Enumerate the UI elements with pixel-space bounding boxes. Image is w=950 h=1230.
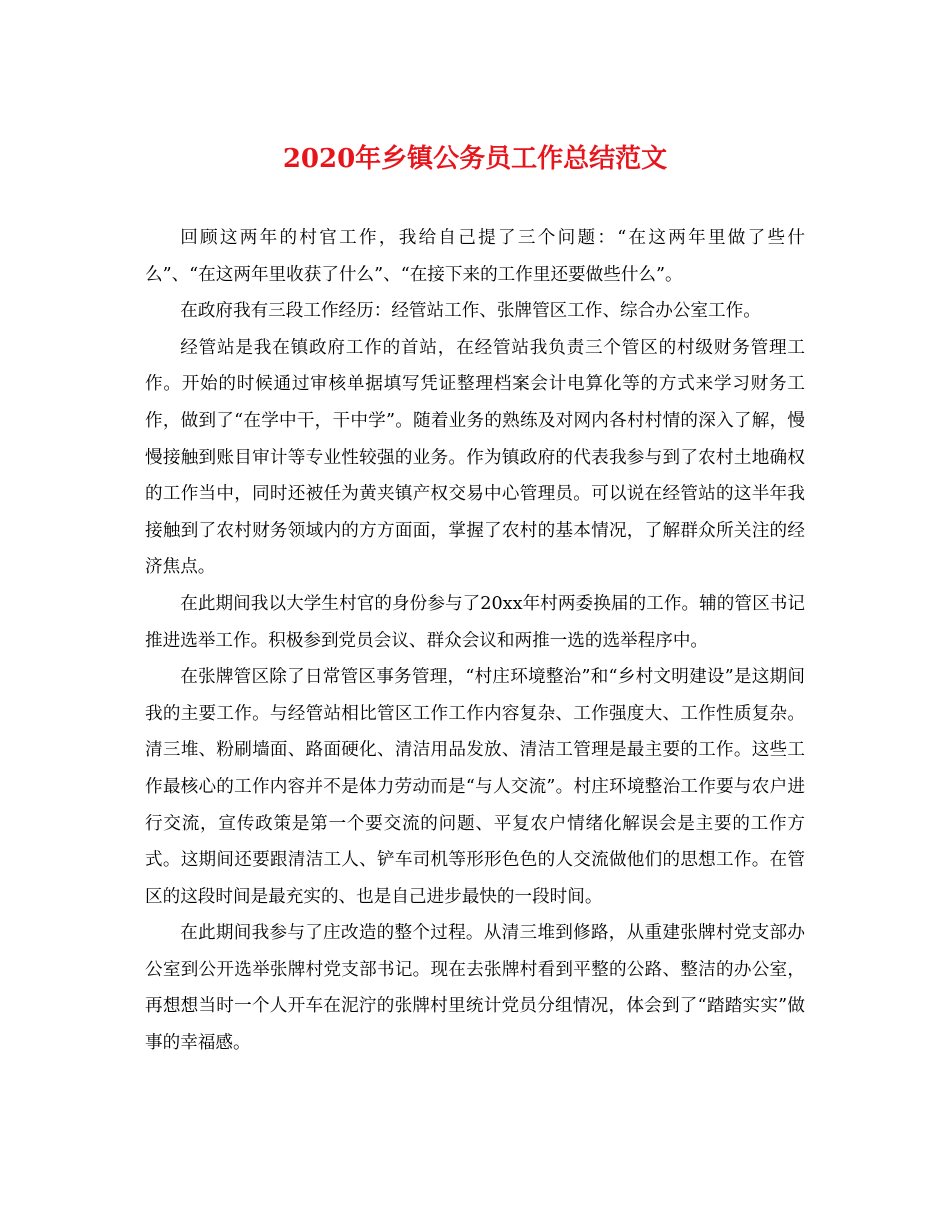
document-body: [145, 220, 805, 1062]
paragraph: 回顾这两年的村官工作，我给自己提了三个问题：“在这两年里做了些什么”、“在这两年里收获了什么”、“在接下来的工作里还要做些什么”。: [145, 228, 805, 285]
paragraph: 在此期间我以大学生村官的身份参与了20xx年村两委换届的工作。辅的管区书记推进选举工作。积极参到党员会议、群众会议和两推一选的选举程序中。: [145, 593, 805, 651]
paragraph: 在张牌管区除了日常管区事务管理，“村庄环境整治”和“乡村文明建设”是这期间我的主要工作。与经管站相比管区工作工作内容复杂、工作强度大、工作性质复杂。清三堆、粉刷墙面、路面硬化、清洁用品发放、清洁工管理是最主要的工作。这些工作最核心的工作内容并不是体力劳动而是“与人交流”。村庄环境整治工作要与农户进行交流，宣传政策是第一个要交流的问题、平复农户情绪化解误会是主要的工作方式。这期间还要跟清洁工人、铲车司机等形形色色的人交流做他们的思想工作。在管区的这段时间是最充实的、也是自己进步最快的一段时间。: [145, 667, 805, 907]
paragraph: 在政府我有三段工作经历：经管站工作、张牌管区工作、综合办公室工作。: [180, 301, 761, 322]
paragraph: 经管站是我在镇政府工作的首站，在经管站我负责三个管区的村级财务管理工作。开始的时候通过审核单据填写凭证整理档案会计电算化等的方式来学习财务工作，做到了“在学中干，干中学”。随着业务的熟练及对网内各村村情的深入了解，慢慢接触到账目审计等专业性较强的业务。作为镇政府的代表我参与到了农村土地确权的工作当中，同时还被任为黄夹镇产权交易中心管理员。可以说在经管站的这半年我接触到了农村财务领域内的方方面面，掌握了农村的基本情况，了解群众所关注的经济焦点。: [145, 337, 805, 578]
paragraph: 在此期间我参与了庄改造的整个过程。从清三堆到修路，从重建张牌村党支部办公室到公开选举张牌村党支部书记。现在去张牌村看到平整的公路、整洁的办公室，再想想当时一个人开车在泥泞的张牌村里统计党员分组情况，体会到了“踏踏实实”做事的幸福感。: [145, 923, 805, 1054]
document-title: 2020年乡镇公务员工作总结范文: [282, 144, 668, 174]
